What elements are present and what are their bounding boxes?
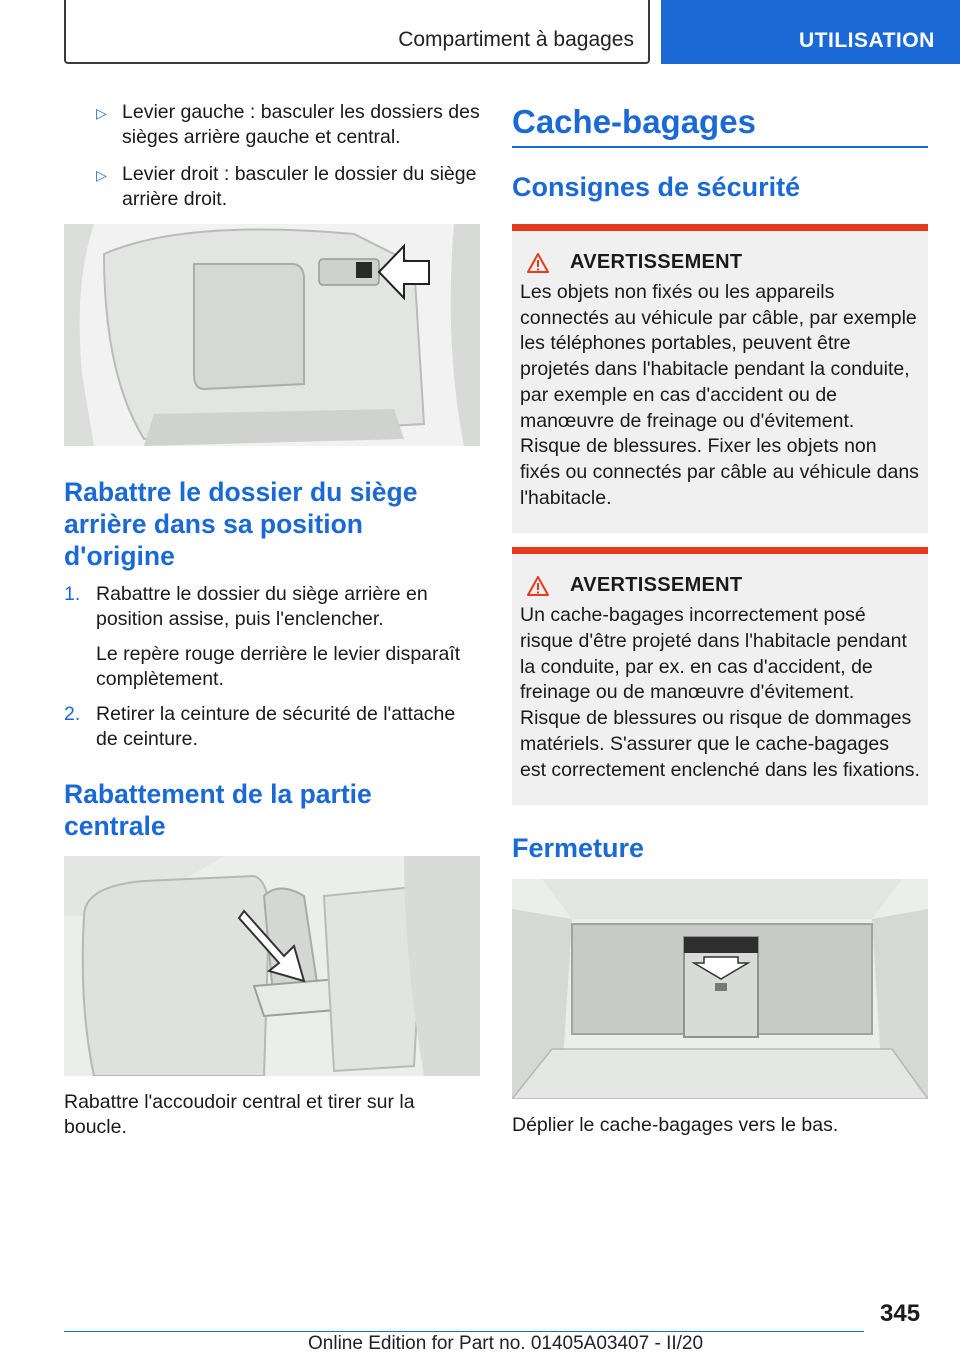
heading-restore-backrest: Rabattre le dossier du siège arrière dans sa position d'origine [64, 477, 418, 571]
warning-title [520, 251, 920, 274]
warning-title [520, 574, 920, 597]
left-column [64, 100, 480, 1140]
step-item [64, 582, 480, 692]
bullet-text: Levier droit : basculer le dossier du siège arrière droit. [122, 163, 477, 210]
heading-closing: Fermeture [512, 833, 645, 864]
page-number: 345 [880, 1300, 921, 1327]
luggage-cover-caption: Déplier le cache-bagages vers le bas. [512, 1114, 839, 1137]
warning-triangle-icon [526, 575, 550, 597]
triangle-bullet-icon: ▷ [96, 167, 107, 183]
warning-label: AVERTISSEMENT [570, 251, 743, 273]
title-divider [512, 146, 928, 148]
warning-label: AVERTISSEMENT [570, 574, 743, 597]
bullet-text: Levier gauche : basculer les dossiers des sièges arrière gauche et central. [122, 101, 480, 148]
warning-box [512, 224, 928, 533]
warning-text: Les objets non fixés ou les appareils connectés au véhicule par câble, par exemple les téléphones portables, peuvent être projetés dans l'habitacle pendant la conduite, par exemple en cas d'accident ou de manœuvre de freinage ou d'évitement. Risque de blessures. Fixer les objets non fixés ou connectés par câble au véhicule dans l'habitacle. [520, 281, 919, 509]
bullet-item [64, 162, 480, 212]
footer-divider [64, 1331, 864, 1332]
header-chapter-label: UTILISATION [799, 29, 935, 52]
page-title: Cache-bagages [512, 103, 756, 140]
header-section-title: Compartiment à bagages [398, 28, 634, 51]
step-item [64, 702, 480, 752]
heading-center-fold: Rabattement de la partie centrale [64, 779, 372, 841]
heading-safety: Consignes de sécurité [512, 172, 801, 202]
warning-text: Un cache-bagages incorrectement posé risque d'être projeté dans l'habitacle pendant la conduite, par ex. en cas d'accident, de freinage ou de manœuvre d'évitement. Risque de blessures ou risque de dommages matériels. S'assurer que le cache-bagages est correctement enclenché dans les fixations. [520, 604, 920, 781]
warning-triangle-icon [526, 252, 550, 274]
trunk-lever-illustration [64, 224, 480, 446]
step-subtext: Le repère rouge derrière le levier disparaît complètement. [96, 643, 461, 690]
armrest-caption: Rabattre l'accoudoir central et tirer sur la boucle. [64, 1091, 415, 1138]
step-number: 2. [64, 703, 81, 725]
step-number: 1. [64, 583, 81, 605]
step-text: Rabattre le dossier du siège arrière en position assise, puis l'enclencher. [96, 583, 428, 630]
right-column [512, 100, 928, 1138]
step-text: Retirer la ceinture de sécurité de l'attache de ceinture. [96, 703, 456, 750]
header-section-box [64, 0, 650, 64]
triangle-bullet-icon: ▷ [96, 105, 107, 121]
armrest-illustration [64, 856, 480, 1076]
warning-box [512, 547, 928, 805]
bullet-item [64, 100, 480, 150]
luggage-cover-illustration [512, 879, 928, 1099]
footer-edition: Online Edition for Part no. 01405A03407 - II/20 [308, 1333, 704, 1354]
header-chapter-tab[interactable] [661, 0, 960, 64]
